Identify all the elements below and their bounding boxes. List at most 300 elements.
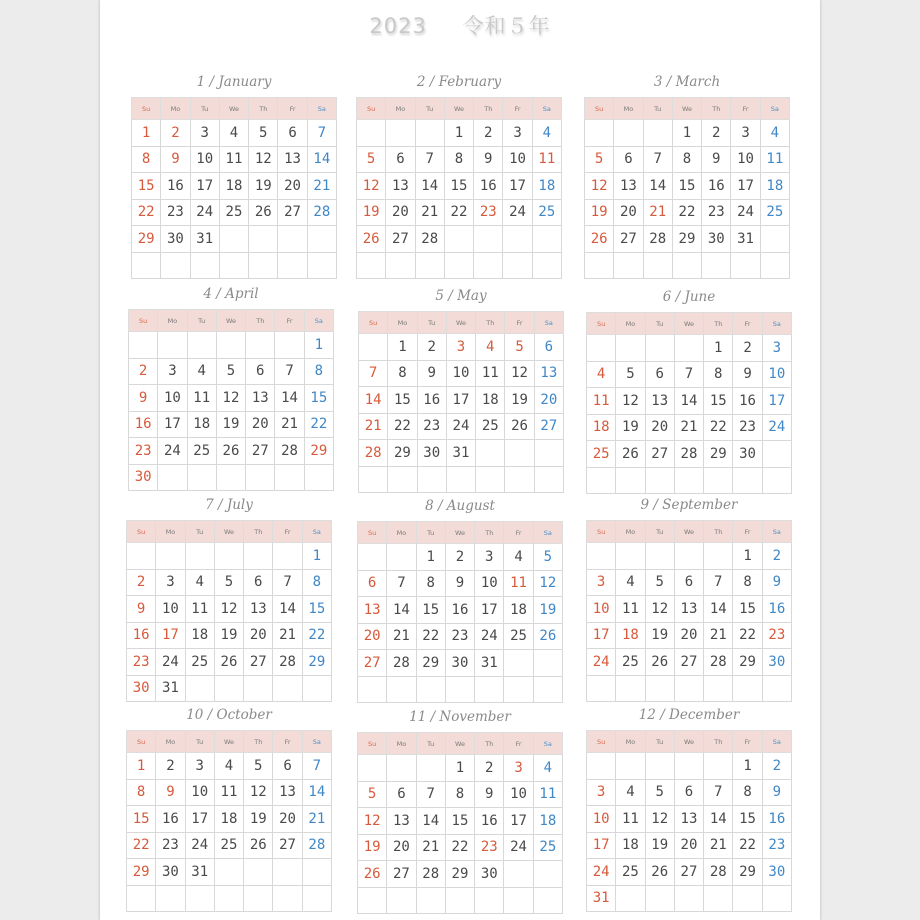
weekday-header: Fr xyxy=(733,313,762,335)
day-cell: 11 xyxy=(760,146,789,173)
weekday-header: Th xyxy=(704,731,733,753)
empty-cell xyxy=(275,332,304,359)
day-cell: 16 xyxy=(156,806,185,833)
weekday-header: Mo xyxy=(158,310,187,332)
day-cell: 28 xyxy=(359,440,388,467)
day-cell: 25 xyxy=(187,438,216,465)
day-cell: 25 xyxy=(533,834,562,861)
day-cell: 9 xyxy=(129,385,158,412)
day-cell: 9 xyxy=(445,570,474,597)
day-cell: 17 xyxy=(503,173,532,200)
day-cell: 30 xyxy=(702,226,731,253)
weekday-header: Tu xyxy=(645,731,674,753)
day-cell: 16 xyxy=(417,387,446,414)
day-cell: 6 xyxy=(614,146,643,173)
empty-cell xyxy=(357,252,386,279)
day-cell: 2 xyxy=(762,543,791,570)
day-cell: 25 xyxy=(616,859,645,886)
empty-cell xyxy=(358,887,387,914)
empty-cell xyxy=(532,226,561,253)
empty-cell xyxy=(587,675,616,702)
weekday-header: Th xyxy=(476,312,505,334)
month-calendar xyxy=(126,705,332,912)
day-cell: 2 xyxy=(161,120,190,147)
day-cell: 2 xyxy=(156,753,185,780)
day-cell: 25 xyxy=(616,649,645,676)
day-cell: 6 xyxy=(674,779,703,806)
day-cell: 4 xyxy=(760,120,789,147)
day-cell: 19 xyxy=(244,806,273,833)
month-calendar xyxy=(586,495,792,702)
day-cell: 15 xyxy=(127,806,156,833)
empty-cell xyxy=(415,120,444,147)
weekday-header: Tu xyxy=(416,522,445,544)
empty-cell xyxy=(273,543,302,570)
day-cell: 21 xyxy=(387,623,416,650)
day-cell: 25 xyxy=(476,413,505,440)
empty-cell xyxy=(214,885,243,912)
weekday-header: Fr xyxy=(505,312,534,334)
day-cell: 20 xyxy=(386,199,415,226)
day-cell: 8 xyxy=(416,570,445,597)
day-cell: 18 xyxy=(760,173,789,200)
month-calendar xyxy=(126,495,332,702)
day-cell: 21 xyxy=(415,199,444,226)
day-cell: 5 xyxy=(358,781,387,808)
day-cell: 19 xyxy=(357,199,386,226)
empty-cell xyxy=(731,252,760,279)
weekday-header: Sa xyxy=(302,731,331,753)
day-cell: 16 xyxy=(702,173,731,200)
day-cell: 1 xyxy=(416,544,445,571)
day-cell: 16 xyxy=(445,597,474,624)
empty-cell xyxy=(275,464,304,491)
empty-cell xyxy=(475,676,504,703)
day-cell: 8 xyxy=(733,569,762,596)
empty-cell xyxy=(359,334,388,361)
day-cell: 1 xyxy=(388,334,417,361)
empty-cell xyxy=(504,887,533,914)
empty-cell xyxy=(219,226,248,253)
day-cell: 26 xyxy=(616,441,645,468)
empty-cell xyxy=(249,252,278,279)
empty-cell xyxy=(733,885,762,912)
day-cell: 31 xyxy=(587,885,616,912)
day-cell: 12 xyxy=(585,173,614,200)
day-cell: 27 xyxy=(674,859,703,886)
day-cell: 22 xyxy=(127,832,156,859)
day-cell: 16 xyxy=(127,622,156,649)
day-cell: 2 xyxy=(417,334,446,361)
day-cell: 4 xyxy=(504,544,533,571)
day-cell: 30 xyxy=(129,464,158,491)
day-cell: 29 xyxy=(416,650,445,677)
day-cell: 23 xyxy=(475,834,504,861)
empty-cell xyxy=(587,753,616,780)
day-cell: 19 xyxy=(616,414,645,441)
day-cell: 29 xyxy=(445,861,474,888)
weekday-header: Mo xyxy=(386,98,415,120)
day-cell: 16 xyxy=(762,806,791,833)
day-cell: 18 xyxy=(504,597,533,624)
day-cell: 30 xyxy=(417,440,446,467)
empty-cell xyxy=(185,675,214,702)
day-cell: 4 xyxy=(187,358,216,385)
empty-cell xyxy=(127,885,156,912)
weekday-header: Sa xyxy=(532,98,561,120)
empty-cell xyxy=(762,885,791,912)
day-cell: 17 xyxy=(158,411,187,438)
page-title xyxy=(100,10,820,40)
empty-cell xyxy=(533,650,562,677)
day-cell: 23 xyxy=(445,623,474,650)
weekday-header: Th xyxy=(249,98,278,120)
weekday-header: Fr xyxy=(273,731,302,753)
month-label: 6 / June xyxy=(662,289,716,305)
empty-cell xyxy=(645,467,674,494)
weekday-header: Mo xyxy=(616,521,645,543)
empty-cell xyxy=(273,675,302,702)
day-cell: 13 xyxy=(358,597,387,624)
day-cell: 5 xyxy=(616,361,645,388)
day-cell: 5 xyxy=(214,569,243,596)
empty-cell xyxy=(503,252,532,279)
empty-cell xyxy=(643,120,672,147)
day-cell: 10 xyxy=(190,146,219,173)
day-cell: 24 xyxy=(504,834,533,861)
day-cell: 24 xyxy=(446,413,475,440)
empty-cell xyxy=(214,675,243,702)
weekday-header: Fr xyxy=(278,98,307,120)
month-grid xyxy=(128,309,334,491)
day-cell: 18 xyxy=(533,808,562,835)
day-cell: 8 xyxy=(304,358,333,385)
empty-cell xyxy=(504,676,533,703)
weekday-header: Su xyxy=(129,310,158,332)
day-cell: 13 xyxy=(386,173,415,200)
empty-cell xyxy=(302,675,331,702)
day-cell: 16 xyxy=(161,173,190,200)
day-cell: 23 xyxy=(702,199,731,226)
weekday-header: Su xyxy=(587,521,616,543)
day-cell: 15 xyxy=(672,173,701,200)
day-cell: 26 xyxy=(244,832,273,859)
day-cell: 8 xyxy=(132,146,161,173)
weekday-header: We xyxy=(674,313,703,335)
empty-cell xyxy=(587,543,616,570)
day-cell: 19 xyxy=(645,622,674,649)
day-cell: 12 xyxy=(645,806,674,833)
day-cell: 6 xyxy=(244,569,273,596)
empty-cell xyxy=(616,675,645,702)
day-cell: 11 xyxy=(504,570,533,597)
empty-cell xyxy=(505,466,534,493)
empty-cell xyxy=(704,675,733,702)
day-cell: 7 xyxy=(704,569,733,596)
empty-cell xyxy=(132,252,161,279)
weekday-header: Tu xyxy=(645,313,674,335)
day-cell: 24 xyxy=(190,199,219,226)
empty-cell xyxy=(129,332,158,359)
day-cell: 14 xyxy=(643,173,672,200)
day-cell: 2 xyxy=(762,753,791,780)
day-cell: 9 xyxy=(156,779,185,806)
weekday-header: We xyxy=(216,310,245,332)
empty-cell xyxy=(249,226,278,253)
weekday-header: We xyxy=(214,731,243,753)
day-cell: 19 xyxy=(533,597,562,624)
day-cell: 10 xyxy=(504,781,533,808)
day-cell: 18 xyxy=(185,622,214,649)
month-label: 8 / August xyxy=(425,498,495,514)
empty-cell xyxy=(307,252,336,279)
weekday-header: Fr xyxy=(733,731,762,753)
empty-cell xyxy=(616,885,645,912)
weekday-header: Tu xyxy=(185,521,214,543)
month-grid xyxy=(358,311,564,493)
empty-cell xyxy=(307,226,336,253)
day-cell: 11 xyxy=(587,388,616,415)
day-cell: 27 xyxy=(534,413,563,440)
day-cell: 24 xyxy=(156,649,185,676)
day-cell: 21 xyxy=(674,414,703,441)
weekday-header: Th xyxy=(702,98,731,120)
day-cell: 7 xyxy=(643,146,672,173)
empty-cell xyxy=(760,252,789,279)
day-cell: 4 xyxy=(185,569,214,596)
day-cell: 5 xyxy=(645,779,674,806)
day-cell: 29 xyxy=(733,649,762,676)
day-cell: 3 xyxy=(156,569,185,596)
day-cell: 28 xyxy=(387,650,416,677)
empty-cell xyxy=(278,252,307,279)
day-cell: 4 xyxy=(532,120,561,147)
weekday-header: Sa xyxy=(762,521,791,543)
empty-cell xyxy=(645,885,674,912)
weekday-header: Mo xyxy=(388,312,417,334)
empty-cell xyxy=(534,440,563,467)
day-cell: 5 xyxy=(244,753,273,780)
day-cell: 21 xyxy=(359,413,388,440)
day-cell: 13 xyxy=(534,360,563,387)
weekday-header: Th xyxy=(475,522,504,544)
day-cell: 1 xyxy=(304,332,333,359)
month-calendar xyxy=(131,72,337,279)
day-cell: 20 xyxy=(534,387,563,414)
month-grid xyxy=(131,97,337,279)
day-cell: 7 xyxy=(415,146,444,173)
empty-cell xyxy=(672,252,701,279)
empty-cell xyxy=(387,887,416,914)
day-cell: 31 xyxy=(190,226,219,253)
day-cell: 17 xyxy=(156,622,185,649)
weekday-header: Sa xyxy=(762,731,791,753)
day-cell: 16 xyxy=(762,596,791,623)
empty-cell xyxy=(504,861,533,888)
month-calendar xyxy=(586,287,792,494)
day-cell: 25 xyxy=(219,199,248,226)
day-cell: 6 xyxy=(534,334,563,361)
weekday-header: Fr xyxy=(504,522,533,544)
day-cell: 20 xyxy=(273,806,302,833)
day-cell: 14 xyxy=(307,146,336,173)
day-cell: 4 xyxy=(533,755,562,782)
day-cell: 17 xyxy=(762,388,791,415)
day-cell: 15 xyxy=(733,806,762,833)
day-cell: 22 xyxy=(304,411,333,438)
day-cell: 26 xyxy=(505,413,534,440)
day-cell: 30 xyxy=(156,859,185,886)
empty-cell xyxy=(733,675,762,702)
day-cell: 15 xyxy=(304,385,333,412)
day-cell: 29 xyxy=(304,438,333,465)
day-cell: 8 xyxy=(127,779,156,806)
day-cell: 9 xyxy=(474,146,503,173)
day-cell: 29 xyxy=(132,226,161,253)
day-cell: 14 xyxy=(275,385,304,412)
weekday-header: Mo xyxy=(614,98,643,120)
empty-cell xyxy=(702,252,731,279)
empty-cell xyxy=(674,467,703,494)
day-cell: 27 xyxy=(273,832,302,859)
day-cell: 23 xyxy=(474,199,503,226)
day-cell: 2 xyxy=(733,335,762,362)
empty-cell xyxy=(387,676,416,703)
empty-cell xyxy=(156,543,185,570)
day-cell: 19 xyxy=(645,832,674,859)
month-label: 2 / February xyxy=(416,74,502,90)
day-cell: 1 xyxy=(672,120,701,147)
day-cell: 3 xyxy=(446,334,475,361)
era-title: 令和５年 xyxy=(462,14,551,38)
day-cell: 7 xyxy=(275,358,304,385)
day-cell: 10 xyxy=(185,779,214,806)
empty-cell xyxy=(278,226,307,253)
day-cell: 14 xyxy=(273,596,302,623)
empty-cell xyxy=(645,753,674,780)
day-cell: 23 xyxy=(129,438,158,465)
day-cell: 28 xyxy=(275,438,304,465)
empty-cell xyxy=(474,252,503,279)
weekday-header: Fr xyxy=(504,733,533,755)
weekday-header: Su xyxy=(359,312,388,334)
day-cell: 19 xyxy=(216,411,245,438)
empty-cell xyxy=(532,252,561,279)
day-cell: 15 xyxy=(416,597,445,624)
month-grid xyxy=(586,730,792,912)
day-cell: 17 xyxy=(504,808,533,835)
weekday-header: Sa xyxy=(533,522,562,544)
weekday-header: Tu xyxy=(417,312,446,334)
day-cell: 29 xyxy=(127,859,156,886)
day-cell: 23 xyxy=(161,199,190,226)
day-cell: 12 xyxy=(357,173,386,200)
day-cell: 1 xyxy=(444,120,473,147)
day-cell: 23 xyxy=(762,832,791,859)
empty-cell xyxy=(533,887,562,914)
empty-cell xyxy=(645,675,674,702)
day-cell: 12 xyxy=(533,570,562,597)
day-cell: 14 xyxy=(704,806,733,833)
day-cell: 7 xyxy=(387,570,416,597)
day-cell: 28 xyxy=(307,199,336,226)
empty-cell xyxy=(645,543,674,570)
weekday-header: Su xyxy=(585,98,614,120)
day-cell: 1 xyxy=(132,120,161,147)
weekday-header: Fr xyxy=(503,98,532,120)
empty-cell xyxy=(704,543,733,570)
weekday-header: We xyxy=(219,98,248,120)
day-cell: 24 xyxy=(475,623,504,650)
day-cell: 24 xyxy=(587,859,616,886)
weekday-header: Mo xyxy=(156,731,185,753)
weekday-header: Su xyxy=(127,731,156,753)
day-cell: 22 xyxy=(445,834,474,861)
month-grid xyxy=(126,730,332,912)
empty-cell xyxy=(273,859,302,886)
weekday-header: Su xyxy=(127,521,156,543)
day-cell: 29 xyxy=(733,859,762,886)
empty-cell xyxy=(585,252,614,279)
day-cell: 22 xyxy=(704,414,733,441)
month-label: 4 / April xyxy=(203,286,259,302)
day-cell: 4 xyxy=(616,569,645,596)
day-cell: 4 xyxy=(616,779,645,806)
day-cell: 22 xyxy=(388,413,417,440)
weekday-header: We xyxy=(674,521,703,543)
day-cell: 1 xyxy=(127,753,156,780)
empty-cell xyxy=(185,543,214,570)
day-cell: 19 xyxy=(505,387,534,414)
day-cell: 3 xyxy=(158,358,187,385)
day-cell: 22 xyxy=(733,622,762,649)
day-cell: 21 xyxy=(416,834,445,861)
day-cell: 18 xyxy=(616,832,645,859)
day-cell: 13 xyxy=(387,808,416,835)
day-cell: 9 xyxy=(762,779,791,806)
day-cell: 3 xyxy=(731,120,760,147)
day-cell: 27 xyxy=(645,441,674,468)
day-cell: 10 xyxy=(475,570,504,597)
empty-cell xyxy=(616,753,645,780)
day-cell: 25 xyxy=(587,441,616,468)
empty-cell xyxy=(504,650,533,677)
empty-cell xyxy=(214,543,243,570)
day-cell: 9 xyxy=(762,569,791,596)
weekday-header: Tu xyxy=(415,98,444,120)
day-cell: 10 xyxy=(587,596,616,623)
day-cell: 7 xyxy=(307,120,336,147)
month-grid xyxy=(357,521,563,703)
day-cell: 2 xyxy=(474,120,503,147)
day-cell: 26 xyxy=(645,649,674,676)
day-cell: 31 xyxy=(446,440,475,467)
month-label: 5 / May xyxy=(435,288,487,304)
empty-cell xyxy=(505,440,534,467)
day-cell: 13 xyxy=(278,146,307,173)
empty-cell xyxy=(214,859,243,886)
empty-cell xyxy=(244,885,273,912)
empty-cell xyxy=(614,120,643,147)
day-cell: 23 xyxy=(417,413,446,440)
day-cell: 12 xyxy=(358,808,387,835)
day-cell: 18 xyxy=(616,622,645,649)
day-cell: 27 xyxy=(358,650,387,677)
day-cell: 23 xyxy=(762,622,791,649)
day-cell: 24 xyxy=(185,832,214,859)
day-cell: 27 xyxy=(674,649,703,676)
weekday-header: Tu xyxy=(190,98,219,120)
